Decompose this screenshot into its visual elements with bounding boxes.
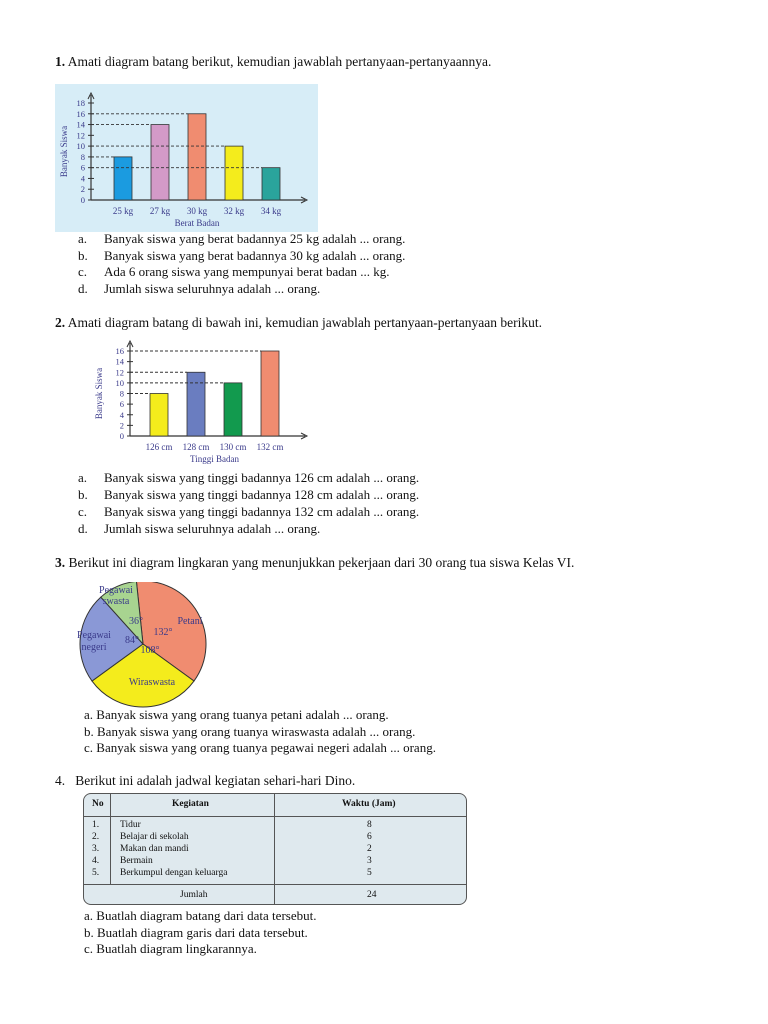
y-tick-label: 2 — [80, 184, 85, 195]
bar — [188, 114, 206, 200]
table-header — [84, 794, 466, 817]
y-tick-label: 10 — [115, 377, 124, 388]
x-tick-label: 128 cm — [182, 442, 210, 452]
x-tick-label: 132 cm — [256, 442, 284, 452]
table-divider — [110, 794, 111, 884]
footer-label: Jumlah — [180, 890, 208, 900]
option-text: Jumlah siswa seluruhnya adalah ... orang. — [104, 521, 321, 536]
bar-chart-height-svg — [90, 338, 315, 470]
x-tick-label: 27 kg — [149, 206, 171, 216]
question-3 — [55, 555, 574, 571]
question-4-number: 4. — [55, 773, 66, 788]
header-kegiatan: Kegiatan — [172, 799, 209, 809]
y-tick-label: 16 — [76, 108, 85, 119]
option-text: Ada 6 orang siswa yang mempunyai berat badan ... kg. — [104, 264, 390, 279]
row-activity: Tidur — [120, 820, 141, 830]
row-activity: Bermain — [120, 856, 153, 866]
question-1 — [55, 54, 491, 70]
row-number: 3. — [92, 844, 100, 854]
option-letter: b. — [78, 487, 88, 502]
pie-chart-jobs-svg — [72, 582, 222, 710]
option-text: Banyak siswa yang berat badannya 25 kg adalah ... orang. — [104, 231, 406, 246]
header-waktu: Waktu (Jam) — [342, 799, 396, 809]
question-4-option: b. Buatlah diagram garis dari data tersebut. — [84, 924, 308, 940]
question-1-option — [78, 248, 405, 265]
bar — [224, 383, 242, 436]
x-tick-label: 25 kg — [112, 206, 134, 216]
header-no: No — [92, 799, 104, 809]
footer-value: 24 — [367, 890, 377, 900]
question-1-option — [78, 281, 320, 298]
y-tick-label: 0 — [80, 195, 85, 205]
bar — [150, 394, 168, 437]
option-letter: c. — [78, 264, 88, 279]
pie-angle-label: 84° — [125, 635, 139, 646]
y-tick-label: 12 — [76, 130, 85, 141]
row-number: 5. — [92, 868, 100, 878]
option-letter: b. — [78, 247, 88, 263]
question-2-text: Amati diagram batang di bawah ini, kemudian jawablah pertanyaan-pertanyaan berikut. — [67, 315, 542, 330]
y-tick-label: 0 — [119, 431, 124, 441]
bar — [262, 168, 280, 200]
y-tick-label: 2 — [119, 420, 124, 431]
row-hours: 2 — [367, 844, 372, 854]
question-3-option: b. Banyak siswa yang orang tuanya wiraswasta adalah ... orang. — [84, 723, 416, 739]
question-2-option — [78, 521, 320, 538]
row-number: 1. — [92, 820, 100, 830]
x-tick-label: 34 kg — [260, 206, 282, 216]
question-3-text: Berikut ini diagram lingkaran yang menunjukkan pekerjaan dari 30 orang tua siswa Kelas VI. — [68, 555, 575, 570]
pie-chart-jobs — [72, 582, 222, 715]
row-activity: Belajar di sekolah — [120, 832, 189, 842]
y-tick-label: 14 — [76, 119, 85, 130]
y-tick-label: 6 — [119, 399, 124, 410]
row-hours: 6 — [367, 832, 372, 842]
pie-angle-label: 108° — [140, 645, 160, 656]
question-4 — [55, 773, 355, 789]
bar-chart-weight-svg — [55, 84, 318, 232]
y-tick-label: 16 — [115, 346, 124, 356]
row-hours: 3 — [367, 856, 372, 866]
pie-label: swasta — [102, 596, 130, 607]
y-tick-label: 6 — [80, 162, 85, 173]
y-tick-label: 14 — [115, 356, 124, 367]
y-tick-label: 8 — [80, 151, 85, 162]
row-hours: 8 — [367, 820, 372, 830]
bar — [187, 372, 205, 436]
y-tick-label: 10 — [76, 141, 85, 152]
question-2-option — [78, 504, 419, 521]
question-3-option: a. Banyak siswa yang orang tuanya petani adalah ... orang. — [84, 707, 389, 722]
x-tick-label: 32 kg — [223, 206, 245, 216]
y-tick-label: 4 — [80, 173, 85, 184]
question-2-option — [78, 470, 419, 487]
x-tick-label: 30 kg — [186, 206, 208, 216]
bar — [261, 351, 279, 436]
x-tick-label: 126 cm — [145, 442, 173, 452]
question-1-number: 1. — [55, 54, 66, 69]
question-1-option — [78, 264, 390, 281]
y-tick-label: 12 — [115, 367, 124, 378]
row-hours: 5 — [367, 868, 372, 878]
x-tick-label: 130 cm — [219, 442, 247, 452]
y-tick-label: 18 — [76, 98, 85, 108]
option-text: Banyak siswa yang tinggi badannya 132 cm adalah ... orang. — [104, 504, 420, 519]
question-3-option: c. Banyak siswa yang orang tuanya pegawai negeri adalah ... orang. — [84, 740, 436, 755]
pie-label: Pegawai — [77, 630, 111, 641]
y-tick-label: 8 — [119, 388, 124, 399]
bar-chart-weight — [55, 84, 318, 237]
question-1-option — [78, 231, 405, 248]
question-2-number: 2. — [55, 315, 66, 330]
option-letter: a. — [78, 231, 88, 246]
question-4-text: Berikut ini adalah jadwal kegiatan sehari-hari Dino. — [75, 773, 356, 788]
pie-label: Petani — [177, 616, 203, 627]
pie-angle-label: 132° — [153, 627, 173, 638]
table-footer — [84, 884, 466, 905]
pie-label: negeri — [81, 642, 107, 653]
y-axis-label: Banyak Siswa — [59, 125, 69, 178]
option-text: Banyak siswa yang berat badannya 30 kg adalah ... orang. — [104, 247, 406, 263]
option-text: Banyak siswa yang tinggi badannya 128 cm adalah ... orang. — [104, 487, 420, 502]
option-letter: a. — [78, 470, 88, 485]
bar — [114, 157, 132, 200]
option-letter: d. — [78, 280, 88, 296]
option-text: Banyak siswa yang tinggi badannya 126 cm adalah ... orang. — [104, 470, 420, 485]
row-activity: Makan dan mandi — [120, 844, 189, 854]
question-4-option: a. Buatlah diagram batang dari data tersebut. — [84, 908, 317, 923]
y-tick-label: 4 — [119, 409, 124, 420]
x-axis-label: Berat Badan — [174, 218, 220, 228]
question-1-text: Amati diagram batang berikut, kemudian jawablah pertanyaan-pertanyaannya. — [67, 54, 492, 69]
y-axis-label: Banyak Siswa — [94, 367, 104, 420]
schedule-table — [83, 793, 467, 905]
pie-angle-label: 36° — [129, 616, 143, 627]
question-2 — [55, 315, 542, 331]
question-4-option: c. Buatlah diagram lingkarannya. — [84, 941, 257, 956]
bar — [225, 146, 243, 200]
option-letter: c. — [78, 504, 88, 519]
bar-chart-height — [90, 338, 315, 475]
pie-label: Wiraswasta — [128, 677, 176, 688]
x-axis-label: Tinggi Badan — [190, 454, 239, 464]
option-text: Jumlah siswa seluruhnya adalah ... orang. — [104, 280, 321, 296]
row-activity: Berkumpul dengan keluarga — [120, 868, 228, 878]
pie-label: Pegawai — [99, 585, 133, 596]
bar — [151, 125, 169, 200]
option-letter: d. — [78, 521, 88, 536]
question-3-number: 3. — [55, 555, 66, 570]
question-2-option — [78, 487, 419, 504]
row-number: 4. — [92, 856, 100, 866]
row-number: 2. — [92, 832, 100, 842]
